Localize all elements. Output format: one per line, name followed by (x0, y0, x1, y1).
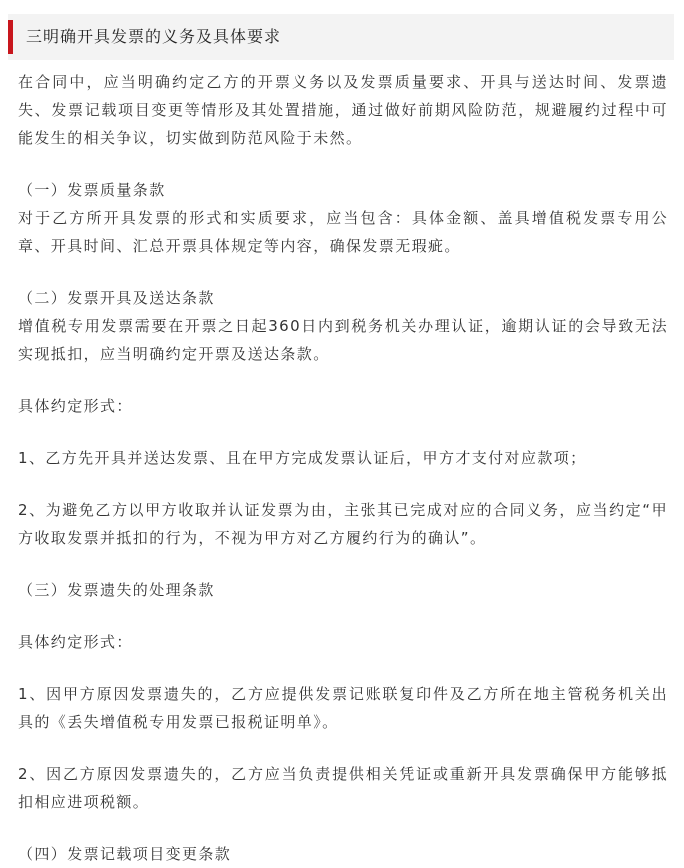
subheading-invoice-change: （四）发票记载项目变更条款 (18, 845, 232, 863)
paragraph-invoice-issuance: 增值税专用发票需要在开票之日起360日内到税务机关办理认证，逾期认证的会导致无法实现抵扣，应当明确约定开票及送达条款。 (18, 317, 668, 363)
article-body (18, 68, 668, 868)
subheading-invoice-quality: （一）发票质量条款 (18, 181, 166, 199)
subheading-invoice-issuance: （二）发票开具及送达条款 (18, 289, 215, 307)
intro-paragraph: 在合同中，应当明确约定乙方的开票义务以及发票质量要求、开具与送达时间、发票遗失、发票记载项目变更等情形及其处置措施，通过做好前期风险防范，规避履约过程中可能发生的相关争议，切实做到防范风险于未然。 (18, 73, 668, 147)
title-accent-bar (8, 20, 13, 54)
list-item: 2、为避免乙方以甲方收取并认证发票为由，主张其已完成对应的合同义务，应当约定“甲方收取发票并抵扣的行为，不视为甲方对乙方履约行为的确认”。 (18, 501, 668, 547)
paragraph-invoice-quality: 对于乙方所开具发票的形式和实质要求，应当包含：具体金额、盖具增值税发票专用公章、开具时间、汇总开票具体规定等内容，确保发票无瑕疵。 (18, 209, 668, 255)
list-item: 2、因乙方原因发票遗失的，乙方应当负责提供相关凭证或重新开具发票确保甲方能够抵扣相应进项税额。 (18, 765, 668, 811)
list-item: 1、乙方先开具并送达发票、且在甲方完成发票认证后，甲方才支付对应款项； (18, 449, 587, 467)
section-title-bar (8, 14, 674, 60)
section-title: 三明确开具发票的义务及具体要求 (26, 27, 282, 46)
label-agreement-form: 具体约定形式： (18, 633, 133, 651)
list-item: 1、因甲方原因发票遗失的，乙方应提供发票记账联复印件及乙方所在地主管税务机关出具的《丢失增值税专用发票已报税证明单》。 (18, 685, 668, 731)
label-agreement-form: 具体约定形式： (18, 397, 133, 415)
subheading-invoice-loss: （三）发票遗失的处理条款 (18, 581, 215, 599)
